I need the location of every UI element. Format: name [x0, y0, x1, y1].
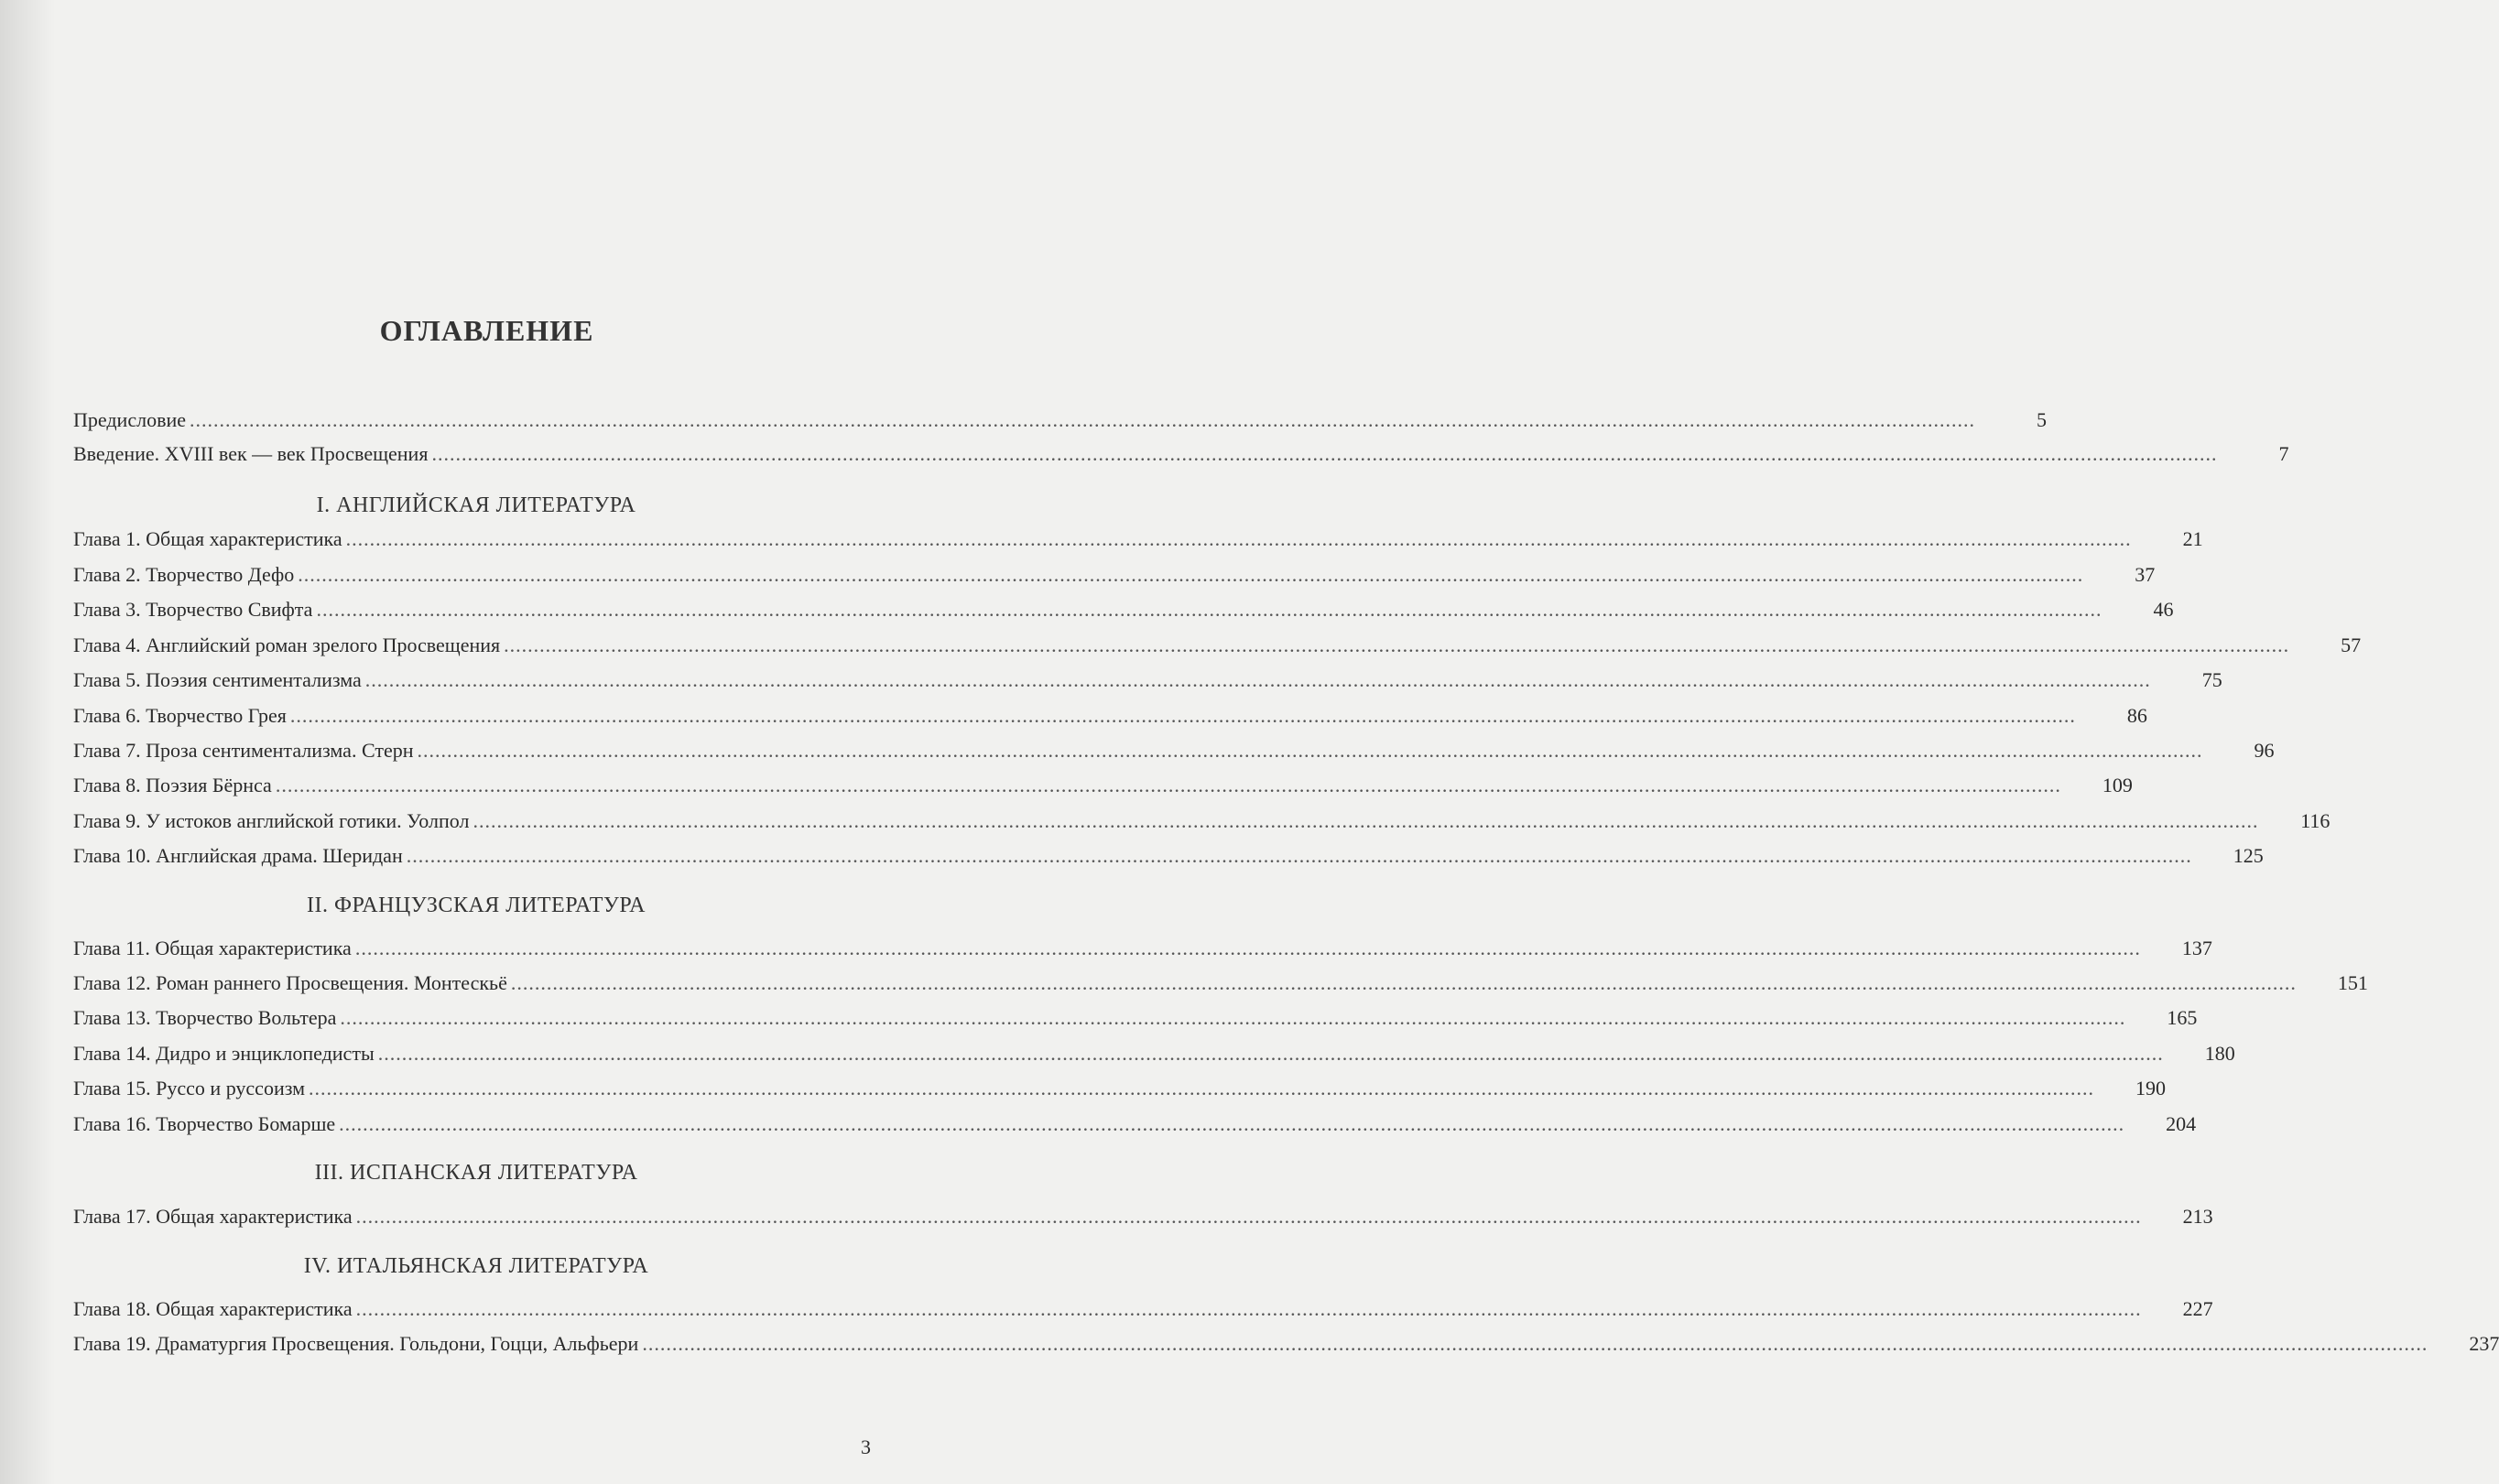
entry-label: Глава 5. Поэзия сентиментализма [73, 668, 362, 691]
toc-entry[interactable] [73, 935, 2212, 962]
entry-page: 227 [2182, 1297, 2213, 1320]
toc-entry[interactable] [73, 807, 2331, 835]
dot-leader: ............................................................................................................................................................................................................................................................................................................ [275, 774, 2061, 796]
dot-leader: ............................................................................................................................................................................................................................................................................................................ [417, 739, 2203, 762]
entry-page: 7 [2278, 442, 2289, 465]
entry-page: 57 [2341, 634, 2362, 656]
dot-leader: ............................................................................................................................................................................................................................................................................................................ [504, 634, 2290, 656]
entry-label: Глава 3. Творчество Свифта [73, 598, 313, 621]
entry-label: Глава 11. Общая характеристика [73, 937, 352, 959]
entry-page: 190 [2135, 1077, 2167, 1099]
entry-page: 237 [2469, 1332, 2499, 1355]
dot-leader: ............................................................................................................................................................................................................................................................................................................ [355, 1297, 2142, 1320]
entry-page: 37 [2135, 563, 2156, 586]
entry-page: 21 [2182, 527, 2203, 550]
page-title: ОГЛАВЛЕНИЕ [379, 314, 594, 347]
dot-leader: ............................................................................................................................................................................................................................................................................................................ [642, 1332, 2428, 1355]
toc-entry[interactable] [73, 1110, 2197, 1138]
toc-entry[interactable] [73, 842, 2264, 870]
entry-label: Глава 4. Английский роман зрелого Просвещения [73, 634, 501, 656]
entry-page: 109 [2102, 774, 2133, 796]
section-heading: I. АНГЛИЙСКАЯ ЛИТЕРАТУРА [316, 493, 636, 517]
entry-page: 213 [2182, 1205, 2213, 1228]
entry-label: Глава 12. Роман раннего Просвещения. Монтескьё [73, 971, 507, 994]
dot-leader: ............................................................................................................................................................................................................................................................................................................ [364, 668, 2151, 691]
dot-leader: ............................................................................................................................................................................................................................................................................................................ [298, 563, 2084, 586]
entry-label: Глава 7. Проза сентиментализма. Стерн [73, 739, 414, 762]
dot-leader: ............................................................................................................................................................................................................................................................................................................ [289, 704, 2076, 727]
entry-label: Глава 15. Руссо и руссоизм [73, 1077, 306, 1099]
toc-entry[interactable] [73, 1330, 2499, 1358]
dot-leader: ............................................................................................................................................................................................................................................................................................................ [473, 809, 2259, 832]
entry-page: 116 [2300, 809, 2331, 832]
toc-entry[interactable] [73, 561, 2156, 589]
entry-page: 75 [2201, 668, 2222, 691]
entry-page: 180 [2204, 1042, 2235, 1065]
entry-page: 96 [2254, 739, 2275, 762]
entry-label: Глава 9. У истоков английской готики. Уолпол [73, 809, 470, 832]
toc-entry[interactable] [73, 969, 2368, 997]
toc-entry[interactable] [73, 666, 2222, 694]
dot-leader: ............................................................................................................................................................................................................................................................................................................ [345, 527, 2132, 550]
section-heading: III. ИСПАНСКАЯ ЛИТЕРАТУРА [314, 1161, 638, 1185]
entry-label: Глава 1. Общая характеристика [73, 527, 342, 550]
dot-leader: ............................................................................................................................................................................................................................................................................................................ [354, 937, 2141, 959]
section-heading: IV. ИТАЛЬЯНСКАЯ ЛИТЕРАТУРА [303, 1254, 649, 1278]
toc-entry[interactable] [73, 737, 2275, 764]
dot-leader: ............................................................................................................................................................................................................................................................................................................ [355, 1205, 2142, 1228]
toc-entry[interactable] [73, 702, 2147, 730]
entry-page: 125 [2233, 844, 2264, 867]
entry-label: Глава 16. Творчество Бомарше [73, 1112, 336, 1135]
entry-label: Введение. XVIII век — век Просвещения [73, 442, 429, 465]
toc-entry[interactable] [73, 1004, 2198, 1032]
entry-label: Глава 13. Творчество Вольтера [73, 1006, 337, 1029]
entry-label: Предисловие [73, 408, 186, 431]
toc-entry[interactable] [73, 406, 2047, 434]
toc-entry[interactable] [73, 1040, 2235, 1067]
toc-entry[interactable] [73, 525, 2203, 553]
entry-label: Глава 10. Английская драма. Шеридан [73, 844, 403, 867]
dot-leader: ............................................................................................................................................................................................................................................................................................................ [377, 1042, 2164, 1065]
toc-entry[interactable] [73, 632, 2362, 659]
dot-leader: ............................................................................................................................................................................................................................................................................................................ [190, 408, 1975, 431]
entry-label: Глава 14. Дидро и энциклопедисты [73, 1042, 375, 1065]
entry-label: Глава 8. Поэзия Бёрнса [73, 774, 272, 796]
entry-page: 86 [2126, 704, 2147, 727]
dot-leader: ............................................................................................................................................................................................................................................................................................................ [510, 971, 2297, 994]
entry-label: Глава 17. Общая характеристика [73, 1205, 353, 1228]
dot-leader: ............................................................................................................................................................................................................................................................................................................ [309, 1077, 2095, 1099]
entry-page: 204 [2166, 1112, 2197, 1135]
entry-label: Глава 6. Творчество Грея [73, 704, 287, 727]
dot-leader: ............................................................................................................................................................................................................................................................................................................ [340, 1006, 2126, 1029]
toc-entry[interactable] [73, 1075, 2167, 1102]
toc-entry[interactable] [73, 772, 2133, 799]
dot-leader: ............................................................................................................................................................................................................................................................................................................ [431, 442, 2218, 465]
entry-label: Глава 19. Драматургия Просвещения. Гольдони, Гоцци, Альфьери [73, 1332, 639, 1355]
entry-label: Глава 2. Творчество Дефо [73, 563, 295, 586]
dot-leader: ............................................................................................................................................................................................................................................................................................................ [339, 1112, 2125, 1135]
toc-entry[interactable] [73, 1203, 2213, 1230]
toc-entry[interactable] [73, 440, 2289, 468]
entry-page: 165 [2167, 1006, 2198, 1029]
dot-leader: ............................................................................................................................................................................................................................................................................................................ [316, 598, 2102, 621]
toc-entry[interactable] [73, 596, 2174, 623]
entry-page: 151 [2337, 971, 2368, 994]
dot-leader: ............................................................................................................................................................................................................................................................................................................ [406, 844, 2192, 867]
section-heading: II. ФРАНЦУЗСКАЯ ЛИТЕРАТУРА [307, 894, 646, 917]
entry-page: 137 [2181, 937, 2212, 959]
toc-entry[interactable] [73, 1295, 2213, 1323]
entry-page: 46 [2153, 598, 2174, 621]
entry-page: 5 [2037, 408, 2047, 431]
entry-label: Глава 18. Общая характеристика [73, 1297, 353, 1320]
page-number: 3 [861, 1435, 871, 1458]
